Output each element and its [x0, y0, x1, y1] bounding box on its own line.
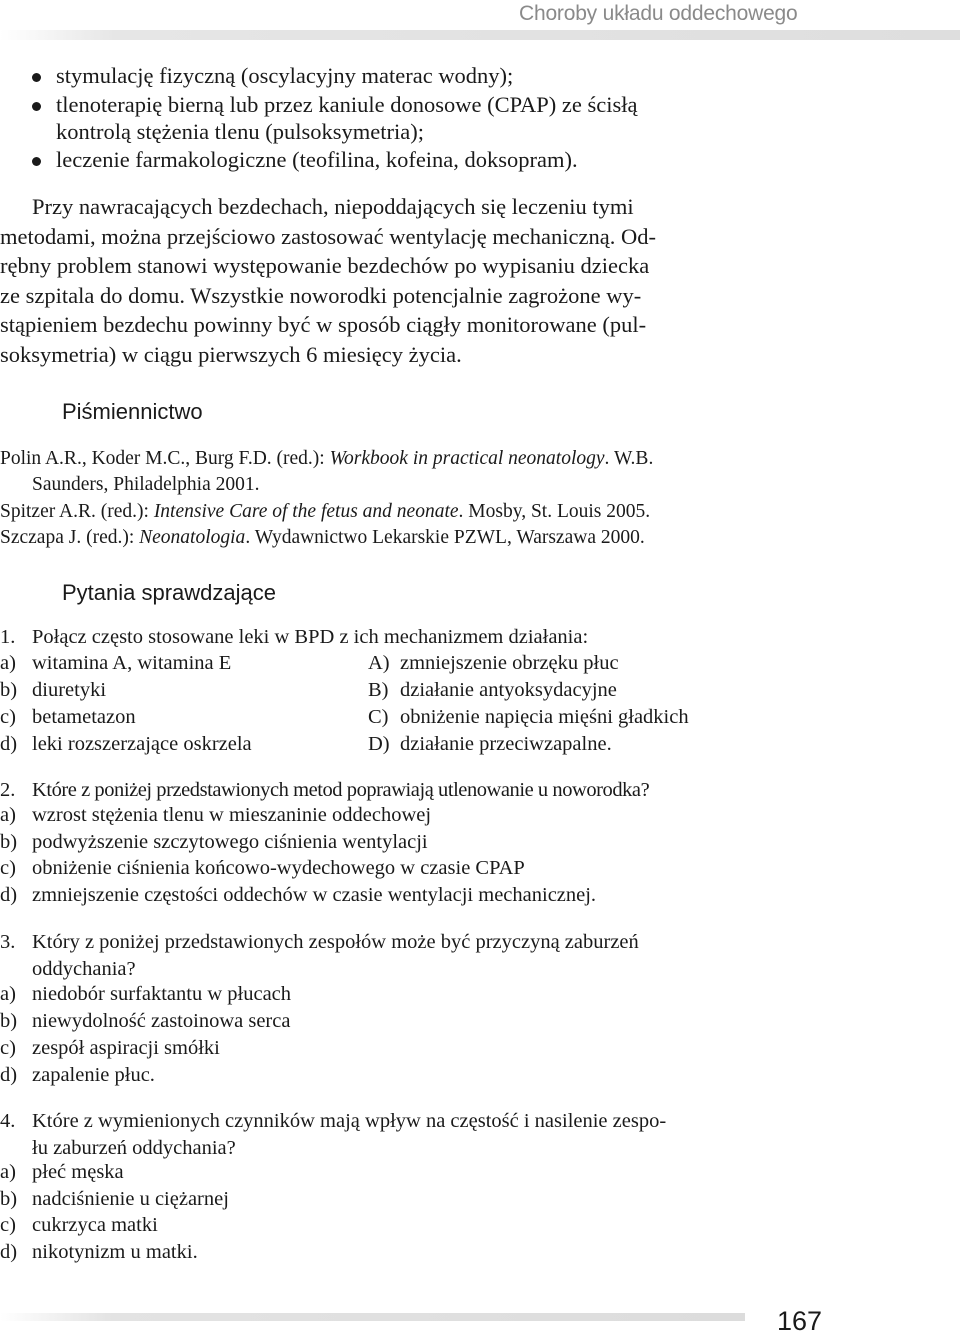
question-number: 2. — [0, 779, 16, 801]
option-letter: b) — [0, 1188, 18, 1210]
option-text: diuretyki — [32, 679, 107, 701]
option-row — [0, 1241, 960, 1268]
option-letter: D) — [368, 733, 390, 755]
option-row — [0, 857, 960, 884]
option-text: zmniejszenie obrzęku płuc — [400, 652, 619, 674]
paragraph-line: soksymetria) w ciągu pierwszych 6 miesięcy życia. — [0, 341, 462, 367]
header-rule — [0, 30, 960, 40]
option-text: witamina A, witamina E — [32, 652, 232, 674]
question-text: Który z poniżej przedstawionych zespołów może być przyczyną zaburzeń — [32, 931, 639, 953]
body-paragraph — [0, 192, 820, 370]
option-letter: d) — [0, 1064, 18, 1086]
option-letter: d) — [0, 1241, 18, 1263]
question-3-continuation — [0, 956, 960, 983]
reference-title: Intensive Care of the fetus and neonate — [153, 501, 459, 522]
reference-title: Neonatologia — [139, 527, 246, 548]
option-text: nikotynizm u matki. — [32, 1241, 198, 1263]
reference-item-continuation — [32, 472, 259, 497]
option-text: działanie antyoksydacyjne — [400, 679, 617, 701]
option-letter: c) — [0, 857, 16, 879]
question-number: 3. — [0, 931, 16, 953]
references-heading: Piśmiennictwo — [62, 399, 203, 424]
option-row — [0, 831, 960, 858]
bullet-text: kontrolą stężenia tlenu (pulsoksymetria); — [56, 119, 425, 144]
option-letter: b) — [0, 831, 18, 853]
reference-publisher: . W.B. — [604, 448, 654, 469]
option-row — [0, 804, 960, 831]
option-text: niedobór surfaktantu w płucach — [32, 983, 292, 1005]
reference-publisher: . Wydawnictwo Lekarskie PZWL, Warszawa 2000. — [245, 527, 645, 548]
questions-heading: Pytania sprawdzające — [62, 580, 277, 605]
option-letter: C) — [368, 706, 389, 728]
paragraph-line: ze szpitala do domu. Wszystkie noworodki potencjalnie zagrożone wy- — [0, 282, 642, 308]
bullet-text: tlenoterapię bierną lub przez kaniule donosowe (CPAP) ze ścisłą — [56, 92, 638, 117]
option-text: niewydolność zastoinowa serca — [32, 1010, 291, 1032]
option-row — [0, 1010, 960, 1037]
option-text: zapalenie płuc. — [32, 1064, 155, 1086]
option-letter: c) — [0, 706, 16, 728]
question-text: oddychania? — [32, 958, 136, 980]
option-row — [0, 884, 960, 911]
paragraph-line: Przy nawracających bezdechach, niepoddających się leczeniu tymi — [32, 194, 634, 219]
matching-row — [0, 733, 960, 760]
option-text: cukrzyca matki — [32, 1214, 158, 1236]
question-number: 4. — [0, 1110, 16, 1132]
matching-row — [0, 652, 960, 679]
option-row — [0, 1188, 960, 1215]
question-number: 1. — [0, 626, 16, 648]
option-row — [0, 1037, 960, 1064]
question-text: łu zaburzeń oddychania? — [32, 1137, 236, 1159]
option-text: zespół aspiracji smółki — [32, 1037, 220, 1059]
reference-title: Workbook in practical neonatology — [329, 448, 605, 469]
reference-authors: Polin A.R., Koder M.C., Burg F.D. (red.): — [0, 448, 330, 469]
option-text: leki rozszerzające oskrzela — [32, 733, 252, 755]
paragraph-line: metodami, można przejściowo zastosować wentylację mechaniczną. Od- — [0, 223, 656, 249]
option-row — [0, 1214, 960, 1241]
matching-row — [0, 679, 960, 706]
reference-authors: Spitzer A.R. (red.): — [0, 501, 154, 522]
reference-publisher: . Mosby, St. Louis 2005. — [458, 501, 651, 522]
option-letter: a) — [0, 1161, 16, 1183]
option-text: nadciśnienie u ciężarnej — [32, 1188, 229, 1210]
page-number: 167 — [777, 1306, 823, 1336]
reference-item — [0, 525, 645, 550]
paragraph-line: rębny problem stanowi występowanie bezdechów po wypisaniu dziecka — [0, 253, 650, 279]
option-letter: d) — [0, 884, 18, 906]
question-text: Które z wymienionych czynników mają wpływ na częstość i nasilenie zespo- — [32, 1110, 667, 1132]
question-4-continuation — [0, 1135, 960, 1162]
option-letter: b) — [0, 1010, 18, 1032]
option-text: płeć męska — [32, 1161, 124, 1183]
option-letter: a) — [0, 652, 16, 674]
option-text: zmniejszenie częstości oddechów w czasie wentylacji mechanicznej. — [32, 884, 597, 906]
running-header: Choroby układu oddechowego — [519, 2, 798, 25]
reference-publisher: Saunders, Philadelphia 2001. — [32, 474, 260, 495]
option-text: podwyższenie szczytowego ciśnienia wentylacji — [32, 831, 428, 853]
option-text: obniżenie ciśnienia końcowo-wydechowego w czasie CPAP — [32, 857, 525, 879]
reference-item — [0, 499, 650, 524]
option-row — [0, 983, 960, 1010]
question-text: Połącz często stosowane leki w BPD z ich mechanizmem działania: — [32, 626, 589, 648]
reference-item — [0, 446, 653, 471]
question-text: Które z poniżej przedstawionych metod poprawiają utlenowanie u noworodka? — [32, 779, 650, 801]
paragraph-line: stąpieniem bezdechu powinny być w sposób ciągły monitorowane (pul- — [0, 312, 647, 338]
reference-authors: Szczapa J. (red.): — [0, 527, 140, 548]
option-text: betametazon — [32, 706, 136, 728]
option-row — [0, 1064, 960, 1091]
question-1 — [0, 624, 960, 651]
option-letter: B) — [368, 679, 389, 701]
option-text: obniżenie napięcia mięśni gładkich — [400, 706, 689, 728]
bullet-dot-icon — [32, 157, 41, 166]
option-letter: c) — [0, 1214, 16, 1236]
matching-row — [0, 706, 960, 733]
bullet-dot-icon — [32, 73, 41, 82]
option-text: działanie przeciwzapalne. — [400, 733, 612, 755]
option-letter: a) — [0, 983, 16, 1005]
option-letter: b) — [0, 679, 18, 701]
option-letter: A) — [368, 652, 390, 674]
option-letter: a) — [0, 804, 16, 826]
question-3 — [0, 929, 960, 956]
option-row — [0, 1161, 960, 1188]
option-letter: c) — [0, 1037, 16, 1059]
bullet-text: stymulację fizyczną (oscylacyjny materac wodny); — [56, 63, 514, 88]
footer-rule — [0, 1313, 745, 1321]
question-2 — [0, 777, 960, 804]
bullet-text: leczenie farmakologiczne (teofilina, kofeina, doksopram). — [56, 147, 578, 172]
question-4 — [0, 1108, 960, 1135]
option-letter: d) — [0, 733, 18, 755]
option-text: wzrost stężenia tlenu w mieszaninie oddechowej — [32, 804, 432, 826]
bullet-dot-icon — [32, 102, 41, 111]
